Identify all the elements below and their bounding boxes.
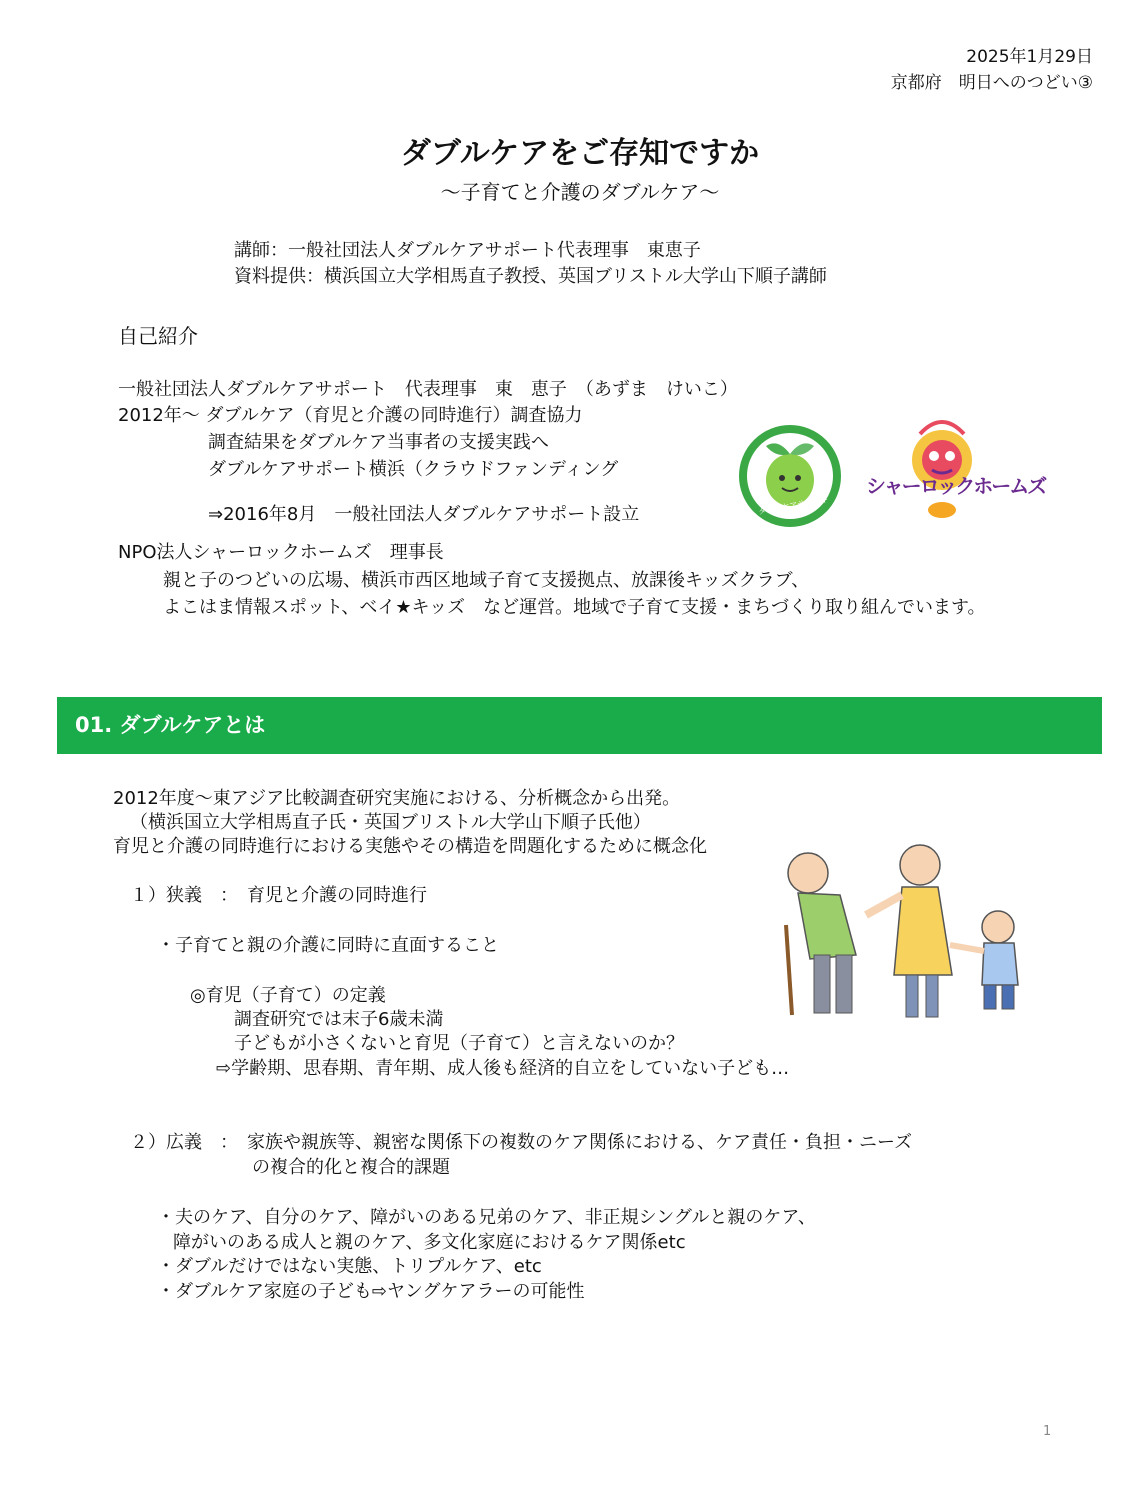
intro-line: ⇒2016年8月 一般社団法人ダブルケアサポート設立 [208,504,640,525]
section-line: 育児と介護の同時進行における実態やその構造を問題化するために概念化 [113,836,707,857]
section-line: ・夫のケア、自分のケア、障がいのある兄弟のケア、非正規シングルと親のケア、 [157,1207,816,1228]
document-title: ダブルケアをご存知ですか [400,136,760,171]
section-line: 障がいのある成人と親のケア、多文化家庭におけるケア関係etc [173,1232,686,1253]
section-line: （横浜国立大学相馬直子氏・英国ブリストル大学山下順子氏他） [130,812,651,833]
intro-line: 親と子のつどいの広場、横浜市西区地域子育て支援拠点、放課後キッズクラブ、 [163,570,810,591]
family-care-illustration [770,835,1050,1025]
double-care-support-logo [728,424,863,528]
page-number: 1 [1043,1424,1052,1439]
sherlock-homes-logo [862,410,1046,528]
intro-line: 2012年～ ダブルケア（育児と介護の同時進行）調査協力 [118,405,583,426]
section-title: 01. ダブルケアとは [75,713,266,737]
logo-text: シャーロックホームズ [866,474,1046,498]
intro-line: NPO法人シャーロックホームズ 理事長 [118,542,444,563]
document-date: 2025年1月29日 [966,47,1093,67]
section-line: ・ダブルだけではない実態、トリプルケア、etc [157,1256,542,1277]
section-line: 2012年度～東アジア比較調査研究実施における、分析概念から出発。 [113,788,681,809]
section-line: ◎育児（子育て）の定義 [190,985,386,1006]
intro-heading: 自己紹介 [118,324,198,348]
document-subtitle: ～子育てと介護のダブルケア～ [440,180,720,204]
section-line: １）狭義 ： 育児と介護の同時進行 [130,885,427,906]
section-line: ・子育てと親の介護に同時に直面すること [157,935,499,956]
intro-line: よこはま情報スポット、ベイ★キッズ など運営。地域で子育て支援・まちづくり取り組んでいます。 [163,597,986,618]
lecturer-credit: 講師：一般社団法人ダブルケアサポート代表理事 東恵子 [234,240,701,261]
section-line: 調査研究では末子6歳未満 [234,1009,444,1030]
section-line: ⇨学齢期、思春期、青年期、成人後も経済的自立をしていない子ども… [216,1058,790,1079]
section-line: ・ダブルケア家庭の子ども⇨ヤングケアラーの可能性 [157,1281,585,1302]
section-line: 子どもが小さくないと育児（子育て）と言えないのか？ [234,1033,684,1054]
section-line: の複合的化と複合的課題 [252,1157,450,1178]
intro-line: ダブルケアサポート横浜（クラウドファンディング [208,459,619,480]
intro-line: 調査結果をダブルケア当事者の支援実践へ [208,432,549,453]
section-line: ２）広義 ： 家族や親族等、親密な関係下の複数のケア関係における、ケア責任・負担・ニーズ [130,1132,913,1153]
event-name: 京都府 明日へのつどい③ [890,73,1093,93]
section-header-bar [57,697,1102,754]
intro-line: 一般社団法人ダブルケアサポート 代表理事 東 恵子 （あずま けいこ） [118,379,738,400]
document-date-block [891,44,1093,96]
logo-text: ダブルケアサポート [757,494,830,517]
material-credit: 資料提供：横浜国立大学相馬直子教授、英国ブリストル大学山下順子講師 [234,266,827,287]
